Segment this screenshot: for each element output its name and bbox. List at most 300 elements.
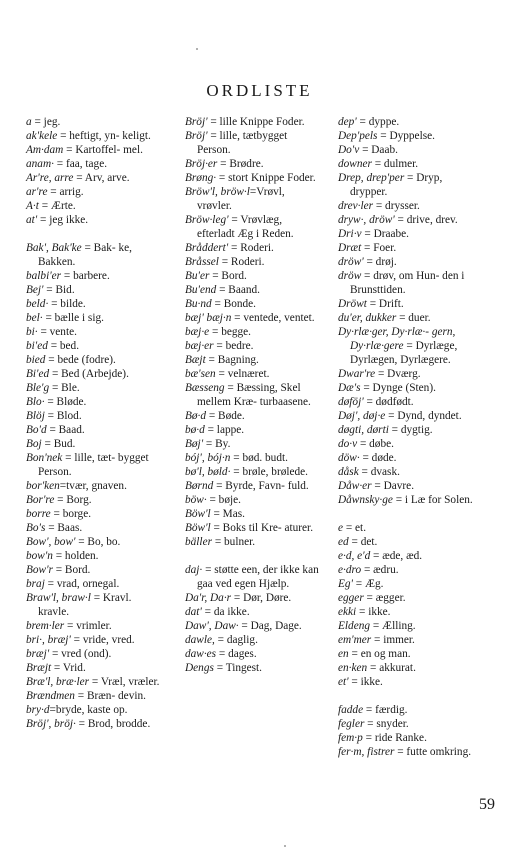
entry-definition: = ikke. (348, 676, 383, 688)
glossary-entry (185, 493, 320, 507)
glossary-entry (338, 143, 478, 157)
glossary-entry (26, 409, 161, 423)
entry-headword: Bråssel (185, 256, 219, 268)
entry-headword: Dræt (338, 242, 362, 254)
entry-definition: = futte omkring. (394, 746, 472, 758)
entry-definition: =tvær, gnaven. (59, 480, 127, 492)
glossary-entry (185, 283, 320, 297)
glossary-entry (338, 423, 478, 437)
glossary-entry (26, 129, 161, 143)
entry-headword: a (26, 116, 32, 128)
entry-definition: = bed. (47, 340, 80, 352)
entry-headword: Bow', bow' (26, 536, 76, 548)
entry-headword: e (338, 522, 344, 534)
entry-definition: = Bløde. (44, 396, 87, 408)
entry-definition: = Dag, Dage. (238, 620, 302, 632)
entry-headword: e·d, e'd (338, 550, 371, 562)
entry-headword: bæj·e (185, 326, 210, 338)
entry-headword: bor'ken (26, 480, 60, 492)
entry-definition: = vred (ond). (49, 648, 112, 660)
glossary-entry (185, 661, 320, 675)
entry-headword: Bröj' (185, 116, 208, 128)
entry-headword: Dåwnsky·ge (338, 494, 393, 506)
glossary-entry (338, 479, 478, 493)
glossary-entry (26, 717, 161, 731)
glossary-entry (185, 423, 320, 437)
glossary-entry (338, 395, 478, 409)
glossary-entry (26, 675, 161, 689)
glossary-entry (26, 157, 161, 171)
glossary-entry (185, 185, 320, 213)
entry-definition: = Baad. (46, 424, 85, 436)
glossary-entry (338, 381, 478, 395)
entry-headword: daj· (185, 564, 203, 576)
entry-definition: = ikke. (356, 606, 391, 618)
entry-headword: Bu'er (185, 270, 210, 282)
glossary-entry (26, 311, 161, 325)
glossary-entry (185, 353, 320, 367)
entry-definition: = bulner. (212, 536, 256, 548)
entry-definition: = Vrid. (51, 662, 86, 674)
entry-headword: Am·dam (26, 144, 64, 156)
glossary-entry (338, 409, 478, 423)
entry-headword: Bu'end (185, 284, 217, 296)
glossary-entry (338, 577, 478, 591)
glossary-entry (338, 129, 478, 143)
entry-headword: egger (338, 592, 364, 604)
glossary-entry (338, 437, 478, 451)
entry-headword: Bor're (26, 494, 55, 506)
entry-headword: Blo· (26, 396, 45, 408)
glossary-entry (338, 633, 478, 647)
entry-headword: fem·p (338, 732, 363, 744)
entry-definition: = støtte een, der ikke kan gaa ved egen Hjælp. (197, 564, 319, 590)
entry-definition: = Draabe. (361, 228, 410, 240)
glossary-entry (185, 619, 320, 633)
entry-definition: = Brod, brodde. (75, 718, 151, 730)
entry-headword: dep' (338, 116, 357, 128)
entry-headword: fegler (338, 718, 365, 730)
entry-definition: = Dynd, dyndet. (385, 410, 462, 422)
entry-definition: = Vræl, vræler. (89, 676, 160, 688)
glossary-entry (338, 241, 478, 255)
entry-definition: = akkurat. (367, 662, 416, 674)
entry-headword: dawle, (185, 634, 215, 646)
entry-headword: Dåw·er (338, 480, 372, 492)
entry-headword: Braw'l, braw·l (26, 592, 91, 604)
entry-headword: Børnd (185, 480, 214, 492)
entry-definition: = Æg. (352, 578, 384, 590)
glossary-entry (338, 535, 478, 549)
entry-headword: Do'v (338, 144, 360, 156)
entry-definition: = drysser. (373, 200, 420, 212)
glossary-entry (26, 353, 161, 367)
glossary-entry (26, 325, 161, 339)
section-gap (338, 507, 478, 521)
entry-definition: = Brødre. (217, 158, 264, 170)
entry-definition: = borge. (50, 508, 92, 520)
entry-definition: = Dyppelse. (377, 130, 435, 142)
glossary-entry (185, 269, 320, 283)
entry-definition: = et. (343, 522, 367, 534)
glossary-entry (26, 619, 161, 633)
entry-definition: = Bud. (41, 438, 76, 450)
glossary-entry (26, 213, 161, 227)
entry-headword: Bow'r (26, 564, 53, 576)
glossary-entry (338, 255, 478, 269)
entry-definition: = dyppe. (356, 116, 400, 128)
glossary-entry (338, 227, 478, 241)
entry-headword: Brændmen (26, 690, 75, 702)
entry-definition: = Roderi. (228, 242, 274, 254)
entry-definition: = ægger. (363, 592, 406, 604)
entry-headword: braj (26, 578, 45, 590)
entry-definition: =Vrøvl, vrøvler. (197, 186, 285, 212)
entry-headword: drev·ler (338, 200, 374, 212)
entry-definition: = Kravl. kravle. (38, 592, 132, 618)
entry-headword: Bo'd (26, 424, 47, 436)
glossary-entry (26, 339, 161, 353)
glossary-entry (185, 521, 320, 535)
entry-definition: = en og man. (348, 648, 411, 660)
glossary-entry (26, 143, 161, 157)
glossary-entry (26, 423, 161, 437)
entry-definition: = Dyrlæge, Dyrlægen, Dyrlægere. (350, 340, 458, 366)
entry-headword: bäller (185, 536, 212, 548)
entry-headword: Bröj', bröj· (26, 718, 76, 730)
entry-headword: Bu·nd (185, 298, 212, 310)
glossary-entry (185, 633, 320, 647)
entry-definition: = Bak- ke, Bakken. (38, 242, 132, 268)
entry-headword: ed (338, 536, 349, 548)
entry-definition: = barbere. (61, 270, 110, 282)
entry-headword: bø·d (185, 424, 205, 436)
entry-definition: = Bagning. (205, 354, 259, 366)
entry-definition: = bede (fodre). (45, 354, 116, 366)
entry-definition: = dødfødt. (363, 396, 414, 408)
entry-headword: Bæjt (185, 354, 206, 366)
entry-headword: Bøj' (185, 438, 204, 450)
entry-headword: Dröwt (338, 298, 367, 310)
entry-headword: døgti, dørti (338, 424, 389, 436)
glossary-entry (185, 157, 320, 171)
glossary-entry (185, 367, 320, 381)
glossary-entry (26, 507, 161, 521)
entry-definition: = vride, vred. (70, 634, 135, 646)
entry-definition: = Borg. (54, 494, 92, 506)
glossary-entry (185, 437, 320, 451)
entry-definition: = Byrde, Favn- fuld. (213, 480, 309, 492)
entry-definition: = døde. (359, 452, 397, 464)
section-gap (185, 549, 320, 563)
entry-headword: Bo's (26, 522, 46, 534)
glossary-entry (26, 451, 161, 479)
entry-definition: = æde, æd. (370, 550, 423, 562)
glossary-entry (338, 451, 478, 465)
glossary-entry (26, 703, 161, 717)
page-title: ORDLISTE (206, 81, 313, 100)
entry-headword: Daw', Daw· (185, 620, 239, 632)
entry-headword: bæ'sen (185, 368, 216, 380)
entry-definition: = Tingest. (213, 662, 263, 674)
glossary-entry (185, 255, 320, 269)
entry-definition: = arrig. (47, 186, 84, 198)
entry-definition: = Vrøvlæg, efterladt Æg i Reden. (197, 214, 294, 240)
glossary-entry (26, 535, 161, 549)
entry-definition: = ventede, ventet. (231, 312, 315, 324)
entry-definition: = lille, tæt- bygget Person. (38, 452, 149, 478)
entry-headword: bi· (26, 326, 38, 338)
glossary-entry (338, 367, 478, 381)
entry-definition: = Bid. (43, 284, 75, 296)
glossary-entry (26, 437, 161, 451)
entry-headword: e·dro (338, 564, 362, 576)
glossary-entry (185, 479, 320, 493)
entry-definition: = Arv, arve. (73, 172, 130, 184)
entry-definition: = Bonde. (211, 298, 257, 310)
glossary-entry (185, 129, 320, 157)
glossary-entry (26, 185, 161, 199)
entry-headword: A·t (26, 200, 39, 212)
entry-definition: = Ærte. (38, 200, 76, 212)
glossary-entry (185, 451, 320, 465)
glossary-entry (185, 381, 320, 409)
glossary-entry (185, 171, 320, 185)
entry-definition: = snyder. (364, 718, 409, 730)
entry-definition: = i Læ for Solen. (392, 494, 473, 506)
glossary-entry (185, 535, 320, 549)
entry-definition: = vrimler. (64, 620, 112, 632)
entry-headword: Bak', Bak'ke (26, 242, 82, 254)
entry-definition: = bedre. (213, 340, 254, 352)
glossary-entry (26, 563, 161, 577)
entry-definition: = immer. (371, 634, 415, 646)
entry-headword: Ar're, arre (26, 172, 74, 184)
glossary-entry (185, 339, 320, 353)
glossary-entry (338, 675, 478, 689)
entry-headword: Drep, drep'per (338, 172, 405, 184)
entry-headword: Ble'g (26, 382, 50, 394)
glossary-entry (338, 213, 478, 227)
entry-definition: = faa, tage. (53, 158, 108, 170)
glossary-entry (338, 325, 478, 367)
entry-headword: beld· (26, 298, 49, 310)
entry-definition: = dvask. (358, 466, 400, 478)
paper-speck (284, 845, 286, 847)
glossary-entry (26, 381, 161, 395)
entry-headword: Bröw·leg' (185, 214, 229, 226)
glossary-entry (185, 409, 320, 423)
entry-headword: Dengs (185, 662, 214, 674)
entry-definition: = ride Ranke. (362, 732, 427, 744)
entry-headword: et' (338, 676, 349, 688)
entry-definition: = Mas. (210, 508, 245, 520)
entry-headword: Brøng· (185, 172, 217, 184)
entry-definition: = Roderi. (218, 256, 265, 268)
entry-definition: = lappe. (204, 424, 245, 436)
glossary-entry (338, 703, 478, 717)
entry-definition: = Ble. (49, 382, 80, 394)
glossary-entry (26, 171, 161, 185)
entry-definition: = velnæret. (215, 368, 270, 380)
entry-headword: bø'l, bøld· (185, 466, 231, 478)
entry-definition: = Ælling. (370, 620, 416, 632)
glossary-entry (338, 269, 478, 297)
entry-headword: Bæsseng (185, 382, 225, 394)
entry-headword: downer (338, 158, 372, 170)
entry-definition: = lille, tætbygget Person. (197, 130, 288, 156)
entry-headword: bri·, bræj' (26, 634, 71, 646)
entry-headword: böw· (185, 494, 207, 506)
entry-definition: = Foer. (361, 242, 397, 254)
glossary-entry (26, 479, 161, 493)
entry-headword: bry·d (26, 704, 50, 716)
glossary-entry (26, 269, 161, 283)
section-gap (338, 689, 478, 703)
glossary-entry (26, 367, 161, 381)
entry-definition: = Baand. (216, 284, 260, 296)
entry-definition: = drøj. (363, 256, 397, 268)
entry-definition: = vente. (37, 326, 77, 338)
glossary-entry (338, 605, 478, 619)
glossary-entry (338, 661, 478, 675)
entry-headword: Da'r, Da·r (185, 592, 232, 604)
entry-definition: = dulmer. (371, 158, 419, 170)
entry-definition: = By. (203, 438, 231, 450)
entry-definition: = Daab. (359, 144, 398, 156)
entry-headword: fer·m, fistrer (338, 746, 395, 758)
entry-headword: Dæ's (338, 382, 361, 394)
glossary-entry (26, 395, 161, 409)
entry-definition: = da ikke. (201, 606, 250, 618)
entry-headword: Bø·d (185, 410, 207, 422)
entry-definition: = Bord. (52, 564, 91, 576)
glossary-entry (338, 115, 478, 129)
entry-definition: = Bord. (209, 270, 247, 282)
entry-definition: = dages. (216, 648, 257, 660)
glossary-entry (26, 283, 161, 297)
entry-headword: bel· (26, 312, 43, 324)
entry-headword: Böw'l (185, 508, 211, 520)
entry-headword: bæj·er (185, 340, 214, 352)
entry-headword: dat' (185, 606, 202, 618)
entry-headword: bæj' bæj·n (185, 312, 232, 324)
glossary-entry (26, 577, 161, 591)
entry-headword: em'mer (338, 634, 372, 646)
entry-definition: = duer. (396, 312, 431, 324)
entry-headword: døföj' (338, 396, 364, 408)
entry-headword: borre (26, 508, 51, 520)
entry-definition: = lille Knippe Foder. (207, 116, 305, 128)
entry-definition: = Boks til Kre- aturer. (210, 522, 314, 534)
glossary-entry (185, 465, 320, 479)
entry-headword: fadde (338, 704, 364, 716)
entry-definition: = Dryp, drypper. (350, 172, 443, 198)
entry-headword: Bi'ed (26, 368, 50, 380)
entry-definition: = Bøde. (206, 410, 245, 422)
entry-definition: = Drift. (366, 298, 404, 310)
entry-definition: = vrad, ornegal. (44, 578, 120, 590)
glossary-entry (26, 297, 161, 311)
entry-definition: = Dynge (Sten). (360, 382, 436, 394)
entry-headword: en (338, 648, 349, 660)
entry-definition: = Blod. (44, 410, 82, 422)
section-gap (26, 227, 161, 241)
entry-definition: = drive, drev. (394, 214, 458, 226)
glossary-entry (26, 661, 161, 675)
entry-headword: Bröj·er (185, 158, 218, 170)
entry-definition: = Bed (Arbejde). (49, 368, 129, 380)
glossary-entry (338, 493, 478, 507)
entry-definition: = brøle, brølede. (230, 466, 308, 478)
glossary-entry (185, 297, 320, 311)
glossary-entry (338, 171, 478, 199)
paper-speck (196, 48, 198, 50)
glossary-entry (338, 311, 478, 325)
glossary-entry (338, 717, 478, 731)
entry-headword: Eldeng (338, 620, 370, 632)
entry-definition: = heftigt, yn- keligt. (57, 130, 151, 142)
entry-headword: balbi'er (26, 270, 62, 282)
entry-definition: = det. (348, 536, 378, 548)
glossary-column-2 (185, 115, 320, 675)
entry-headword: Böw'l (185, 522, 211, 534)
entry-headword: Eg' (338, 578, 353, 590)
glossary-entry (26, 647, 161, 661)
entry-headword: Dy·rlæ·ger, Dy·rlæ·- gern, Dy·rlæ·gere (338, 326, 456, 352)
entry-definition: = Bo, bo. (75, 536, 121, 548)
entry-headword: bow'n (26, 550, 53, 562)
glossary-entry (338, 563, 478, 577)
entry-headword: du'er, dukker (338, 312, 397, 324)
entry-definition: =bryde, kaste op. (49, 704, 128, 716)
glossary-entry (26, 241, 161, 269)
entry-definition: = begge. (209, 326, 251, 338)
entry-headword: Døj', døj·e (338, 410, 386, 422)
glossary-entry (185, 647, 320, 661)
glossary-entry (185, 311, 320, 325)
entry-definition: = Dør, Døre. (231, 592, 292, 604)
entry-headword: bræj' (26, 648, 50, 660)
glossary-entry (185, 325, 320, 339)
entry-headword: Bræjt (26, 662, 52, 674)
entry-headword: ak'kele (26, 130, 58, 142)
entry-definition: = ædru. (361, 564, 399, 576)
page-number: 59 (479, 796, 495, 813)
entry-headword: Bon'nek (26, 452, 63, 464)
entry-headword: ar're (26, 186, 48, 198)
glossary-entry (26, 633, 161, 647)
entry-definition: = færdig. (363, 704, 408, 716)
entry-definition: = Davre. (371, 480, 415, 492)
glossary-entry (185, 591, 320, 605)
glossary-entry (26, 549, 161, 563)
entry-headword: daw·es (185, 648, 217, 660)
entry-headword: ekki (338, 606, 357, 618)
glossary-entry (185, 605, 320, 619)
glossary-entry (26, 591, 161, 619)
glossary-column-1 (26, 115, 161, 731)
entry-definition: = Kartoffel- mel. (63, 144, 143, 156)
entry-definition: = jeg ikke. (37, 214, 89, 226)
entry-headword: Bej' (26, 284, 44, 296)
entry-headword: Blöj (26, 410, 45, 422)
entry-definition: = stort Knippe Foder. (216, 172, 316, 184)
entry-definition: = drøv, om Hun- den i Brunsttiden. (350, 270, 465, 296)
glossary-entry (338, 199, 478, 213)
glossary-entry (338, 647, 478, 661)
glossary-entry (185, 507, 320, 521)
